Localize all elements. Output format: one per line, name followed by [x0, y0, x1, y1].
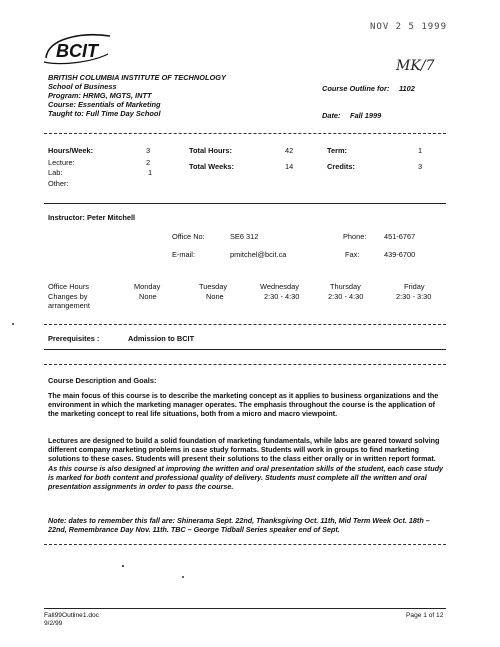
instructor-label: Instructor: Peter Mitchell	[48, 213, 136, 222]
email-label: E-mail:	[172, 250, 195, 259]
institution-name: BRITISH COLUMBIA INSTITUTE OF TECHNOLOGY	[48, 73, 226, 82]
divider	[44, 364, 446, 365]
fax-label: Fax:	[345, 250, 360, 259]
handwritten-note: MK/7	[396, 58, 435, 74]
email-value: pmitchel@bcit.ca	[230, 250, 287, 259]
scan-speck	[12, 323, 14, 325]
total-weeks-value: 14	[285, 162, 294, 171]
total-hours-value: 42	[285, 146, 294, 155]
footer-filename: Fall99Outline1.doc	[44, 612, 99, 619]
important-dates-note: Note: dates to remember this fall are: Shinerama Sept. 22nd, Thanksgiving Oct. 11th, Mid Term Week Oct. 18th – 22nd, Remembrance Day Nov. 11th. TBC – George Tidball Series speaker end of Sept.	[48, 516, 430, 535]
prerequisites-value: Admission to BCIT	[128, 334, 195, 343]
hours-week-value: 3	[146, 146, 151, 155]
bcit-logo	[42, 28, 114, 70]
credits-label: Credits:	[327, 162, 355, 171]
phone-label: Phone:	[343, 232, 367, 241]
office-hours-time: None	[206, 292, 224, 301]
date-value: Fall 1999	[350, 111, 382, 120]
office-hours-day: Tuesday	[199, 282, 228, 291]
divider	[44, 203, 446, 204]
footer-page-number: Page 1 of 12	[406, 612, 444, 619]
total-weeks-label: Total Weeks:	[189, 162, 234, 171]
bcit-logo-icon	[42, 28, 114, 68]
divider	[44, 324, 446, 325]
office-hours-label: Office Hours	[48, 282, 89, 291]
phone-value: 451-6767	[384, 232, 416, 241]
term-label: Term:	[327, 146, 347, 155]
lab-value: 1	[148, 168, 153, 177]
office-hours-day: Monday	[134, 282, 161, 291]
program-line: Program: HRMG, MGTS, INTT	[48, 91, 152, 100]
credits-value: 3	[418, 162, 423, 171]
office-value: SE6 312	[230, 232, 259, 241]
other-label: Other:	[48, 179, 69, 188]
lab-label: Lab:	[48, 168, 63, 177]
scan-speck	[182, 576, 184, 578]
office-hours-day: Wednesday	[260, 282, 299, 291]
divider	[44, 544, 446, 545]
footer-date: 9/2/99	[44, 620, 63, 627]
outline-label: Course Outline for:	[322, 84, 390, 93]
office-hours-time: 2:30 - 4:30	[264, 292, 300, 301]
footer-rule	[44, 608, 446, 609]
divider	[44, 349, 446, 350]
office-hours-sublabel: Changes by arrangement	[48, 292, 90, 310]
divider	[44, 133, 446, 134]
term-value: 1	[418, 146, 423, 155]
lecture-value: 2	[146, 158, 151, 167]
total-hours-label: Total Hours:	[189, 146, 232, 155]
scan-speck	[122, 565, 124, 567]
fax-value: 439-6700	[384, 250, 416, 259]
school-name: School of Business	[48, 82, 117, 91]
received-stamp: NOV 2 5 1999	[370, 22, 448, 32]
paragraph-2-plain: Lectures are designed to build a solid foundation of marketing fundamentals, while labs are geared toward solving different company marketing problems in case study formats. Students will work in groups to find marketing solutions to these cases. Students will present their solutions to the class either orally or in written report format.	[48, 436, 440, 464]
description-paragraph-2	[48, 436, 443, 491]
office-hours-time: None	[139, 292, 157, 301]
description-heading: Course Description and Goals:	[48, 376, 157, 385]
prerequisites-label: Prerequisites :	[48, 334, 100, 343]
hours-week-label: Hours/Week:	[48, 146, 94, 155]
office-hours-day: Thursday	[330, 282, 361, 291]
office-label: Office No:	[172, 232, 205, 241]
taught-to-line: Taught to: Full Time Day School	[48, 109, 161, 118]
office-hours-time: 2:30 - 3:30	[396, 292, 432, 301]
lecture-label: Lecture:	[48, 158, 75, 167]
logo-text: BCIT	[56, 41, 98, 61]
date-label: Date:	[322, 111, 341, 120]
description-paragraph-1: The main focus of this course is to describe the marketing concept as it applies to business organizations and the environment in which the marketing manager operates. The emphasis throughout the course is the application of the marketing concept to real life situations, both from a micro and macro viewpoint.	[48, 391, 439, 419]
course-line: Course: Essentials of Marketing	[48, 100, 161, 109]
paragraph-2-italic: As this course is also designed at improving the written and oral presentation skills of the student, each case study is marked for both content and professional quality of delivery. Students must complete all the written and oral presentation assignments in order to pass the course.	[48, 463, 444, 492]
outline-number: 1102	[399, 84, 415, 93]
office-hours-day: Friday	[404, 282, 425, 291]
office-hours-time: 2:30 - 4:30	[328, 292, 364, 301]
